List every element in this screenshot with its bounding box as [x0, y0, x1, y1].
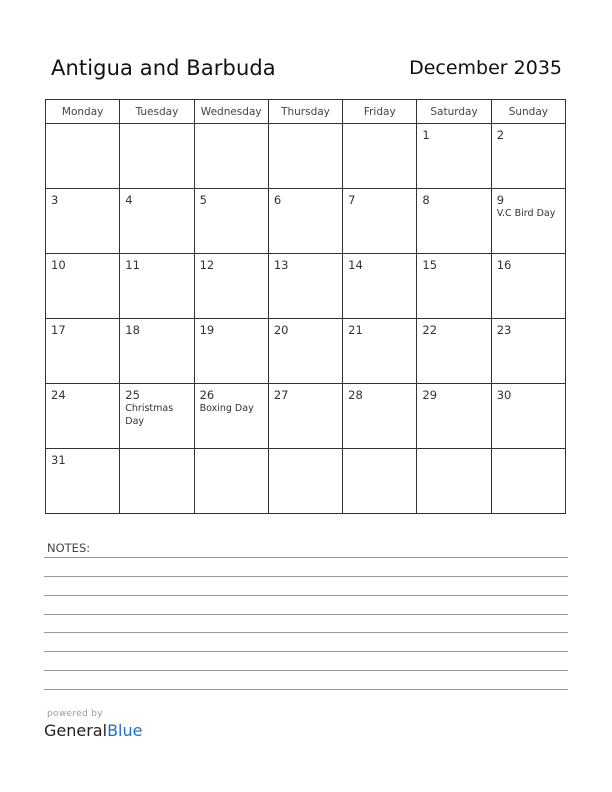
holiday-label: Christmas Day [125, 403, 174, 427]
calendar-grid [45, 99, 566, 514]
calendar-day-cell [417, 319, 491, 384]
calendar-day-cell [120, 124, 194, 189]
day-number: 10 [51, 258, 66, 272]
calendar-day-cell [268, 319, 342, 384]
day-number: 8 [422, 193, 430, 207]
calendar-day-cell [268, 384, 342, 449]
calendar-week-row [46, 449, 566, 514]
weekday-friday: Friday [343, 100, 417, 124]
calendar-day-cell [417, 189, 491, 254]
calendar-day-cell [194, 319, 268, 384]
calendar-day-cell [46, 319, 120, 384]
notes-line [44, 632, 568, 633]
day-number: 28 [348, 388, 363, 402]
calendar-day-cell [417, 449, 491, 514]
weekday-monday: Monday [46, 100, 120, 124]
notes-line [44, 557, 568, 558]
generalblue-logo [44, 721, 142, 740]
day-number: 25 [125, 388, 140, 402]
calendar-week-row [46, 189, 566, 254]
day-number: 15 [422, 258, 438, 272]
notes-line [44, 595, 568, 596]
weekday-tuesday: Tuesday [120, 100, 194, 124]
notes-line [44, 651, 568, 652]
calendar-day-cell [491, 384, 565, 449]
calendar-day-cell [343, 254, 417, 319]
calendar-day-cell [46, 124, 120, 189]
calendar-day-cell [417, 384, 491, 449]
day-number: 17 [51, 323, 66, 337]
day-number: 23 [496, 323, 512, 337]
day-number: 24 [51, 388, 66, 402]
calendar-day-cell [268, 189, 342, 254]
calendar-body [46, 124, 566, 514]
powered-by-text: powered by [47, 709, 103, 719]
calendar-day-cell [46, 384, 120, 449]
calendar-week-row [46, 384, 566, 449]
day-number: 6 [273, 193, 282, 207]
day-number: 7 [348, 193, 356, 207]
notes-line [44, 689, 568, 690]
calendar-day-cell [343, 449, 417, 514]
calendar-day-cell [343, 319, 417, 384]
day-number: 3 [51, 193, 59, 207]
day-number: 31 [51, 453, 66, 467]
weekday-sunday: Sunday [491, 100, 565, 124]
calendar-day-cell [417, 124, 491, 189]
day-number: 21 [348, 323, 363, 337]
day-number: 29 [422, 388, 438, 402]
day-number: 14 [348, 258, 363, 272]
calendar-day-cell [268, 449, 342, 514]
calendar-day-cell [46, 254, 120, 319]
calendar-day-cell [268, 124, 342, 189]
calendar-day-cell [491, 319, 565, 384]
calendar-day-cell [120, 319, 194, 384]
calendar-day-cell [491, 449, 565, 514]
weekday-saturday: Saturday [417, 100, 491, 124]
calendar-day-cell [491, 254, 565, 319]
calendar-day-cell [46, 449, 120, 514]
calendar-day-cell [120, 254, 194, 319]
weekday-thursday: Thursday [268, 100, 342, 124]
holiday-label: V.C Bird Day [496, 208, 556, 219]
calendar-day-cell [417, 254, 491, 319]
calendar-day-cell [491, 189, 565, 254]
day-number: 4 [125, 193, 133, 207]
day-number: 16 [496, 258, 512, 272]
notes-line [44, 576, 568, 577]
day-number: 27 [273, 388, 289, 402]
day-number: 12 [199, 258, 215, 272]
calendar-day-cell [343, 189, 417, 254]
calendar-week-row [46, 254, 566, 319]
holiday-label: Boxing Day [199, 403, 254, 414]
calendar-day-cell [343, 384, 417, 449]
day-number: 11 [125, 258, 140, 272]
calendar-week-row [46, 319, 566, 384]
calendar-day-cell [194, 449, 268, 514]
day-number: 19 [199, 323, 215, 337]
brand-general: General [44, 721, 108, 740]
calendar-day-cell [194, 384, 268, 449]
day-number: 13 [273, 258, 289, 272]
calendar-month-title: December 2035 [409, 57, 562, 79]
day-number: 18 [125, 323, 140, 337]
calendar-day-cell [194, 124, 268, 189]
calendar-day-cell [343, 124, 417, 189]
day-number: 20 [273, 323, 289, 337]
day-number: 2 [496, 128, 505, 142]
calendar-day-cell [46, 189, 120, 254]
notes-label: NOTES: [47, 541, 91, 555]
calendar-day-cell [120, 449, 194, 514]
weekday-wednesday: Wednesday [194, 100, 268, 124]
calendar-day-cell [120, 384, 194, 449]
notes-line [44, 614, 568, 615]
day-number: 1 [422, 128, 430, 142]
brand-blue: Blue [107, 721, 143, 740]
day-number: 22 [422, 323, 438, 337]
day-number: 5 [199, 193, 207, 207]
day-number: 26 [199, 388, 215, 402]
calendar-country-title: Antigua and Barbuda [51, 56, 276, 80]
calendar-day-cell [120, 189, 194, 254]
calendar-day-cell [268, 254, 342, 319]
weekday-header-row [46, 100, 566, 124]
calendar-day-cell [491, 124, 565, 189]
calendar-week-row [46, 124, 566, 189]
notes-line [44, 670, 568, 671]
day-number: 30 [496, 388, 512, 402]
day-number: 9 [496, 193, 505, 207]
calendar-day-cell [194, 189, 268, 254]
calendar-day-cell [194, 254, 268, 319]
